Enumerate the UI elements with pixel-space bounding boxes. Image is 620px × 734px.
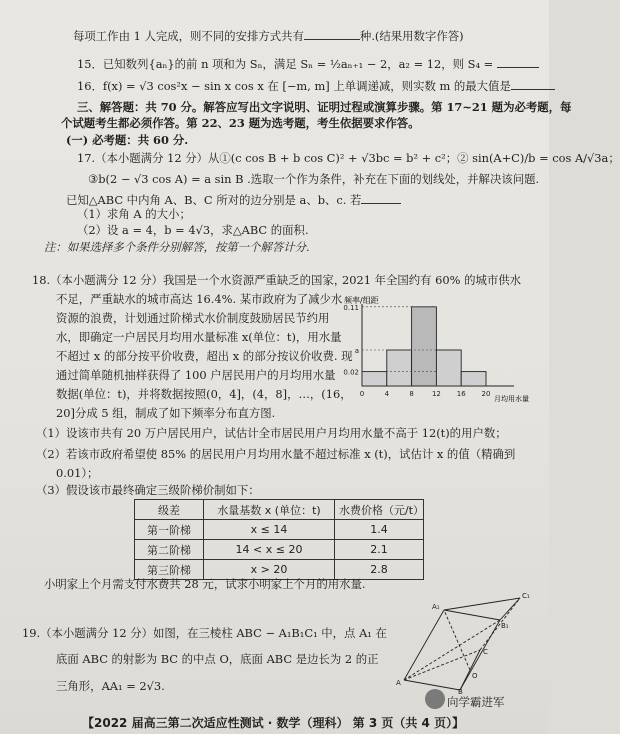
question-18-line2: 不足，严重缺水的城市高达 16.4%. 某市政府为了减少水: [56, 292, 343, 306]
table-cell: 第一阶梯: [135, 520, 204, 540]
vertex-label-a1: A₁: [432, 603, 440, 611]
question-18-part2-cont: 0.01）；: [56, 466, 99, 480]
answer-blank: [304, 28, 360, 40]
table-cell: 第二阶梯: [135, 540, 204, 560]
question-17-part1: （1）求角 A 的大小；: [77, 207, 191, 221]
vertex-label-c1: C₁: [522, 592, 530, 600]
question-18-part2: （2）若该市政府希望使 85% 的居民用户月均用水量不超过标准 x (t)，试估计 x 的值（精确到: [36, 447, 516, 461]
x-tick-label: 4: [384, 390, 390, 398]
vertex-label-b: B: [458, 688, 463, 696]
answer-blank: [511, 78, 555, 90]
histogram-bar: [412, 307, 437, 386]
vertex-label-a: A: [396, 679, 401, 687]
y-tick-label: a: [354, 347, 359, 355]
y-tick-label: 0.02: [343, 368, 359, 377]
vertex-label-b1: B₁: [501, 622, 509, 630]
question-18-line1: 18.（本小题满分 12 分）我国是一个水资源严重缺乏的国家，: [32, 273, 346, 287]
part-1-heading: (一) 必考题：共 60 分.: [66, 133, 189, 147]
x-tick-label: 16: [456, 390, 466, 398]
question-17-given: 已知△ABC 中内角 A、B、C 所对的边分别是 a、b、c. 若: [66, 192, 401, 208]
question-18-part1: （1）设该市共有 20 万户居民用户，试估计全市居民用户月均用水量不高于 12(t)的用户数；: [36, 426, 507, 440]
table-cell: 14 < x ≤ 20: [204, 540, 335, 560]
question-16: 16．f(x) = √3 cos²x − sin x cos x 在 [−m, m] 上单调递减，则实数 m 的最大值是: [77, 78, 555, 94]
watermark: 向学霸进军: [447, 695, 505, 709]
answer-blank: [497, 56, 539, 68]
question-18-line4: 水，即确定一户居民月均用水量标准 x(单位：t)，用水量: [56, 330, 342, 344]
question-19-line1: 19.（本小题满分 12 分）如图，在三棱柱 ABC − A₁B₁C₁ 中，点 A₁ 在: [22, 626, 387, 640]
frequency-histogram: [340, 290, 535, 408]
question-18-line3: 资源的浪费，计划通过阶梯式水价制度鼓励居民节约用: [56, 311, 330, 325]
x-tick-label: 20: [481, 390, 491, 398]
histogram-bar: [387, 350, 412, 386]
question-17-part2: （2）设 a = 4，b = 4√3，求△ABC 的面积.: [77, 223, 309, 237]
table-row: [135, 540, 424, 560]
table-cell: 2.1: [335, 540, 424, 560]
table-cell: 第三阶梯: [135, 560, 204, 580]
x-tick-label: 12: [431, 390, 441, 398]
x-tick-label: 8: [409, 390, 414, 398]
table-header: 水量基数 x (单位：t): [204, 500, 335, 520]
section-3-heading: 三、解答题：共 70 分。解答应写出文字说明、证明过程或演算步骤。第 17~21 题为必考题，每: [77, 100, 572, 114]
question-18-line1b: 2021 年全国约有 60% 的城市供水: [342, 273, 522, 287]
question-17-note: 注：如果选择多个条件分别解答，按第一个解答计分.: [44, 240, 310, 254]
answer-blank: [361, 192, 401, 204]
histogram-bar: [362, 372, 387, 386]
watermark-icon: [425, 689, 445, 709]
question-17-option3: ③b(2 − √3 cos A) = a sin B .选取一个作为条件，补充在下面的划线处，并解决该问题.: [88, 172, 540, 186]
question-18-line5: 不超过 x 的部分按平价收费，超出 x 的部分按议价收费. 现: [56, 349, 353, 363]
y-tick-label: 0.11: [343, 303, 359, 312]
prism-figure: [388, 590, 538, 695]
vertex-label-o: O: [472, 672, 478, 680]
question-18-line6: 通过简单随机抽样获得了 100 户居民用户的月均用水量: [56, 368, 336, 382]
q14-tail: 每项工作由 1 人完成，则不同的安排方式共有 种.(结果用数字作答): [73, 29, 464, 43]
y-axis-label: 频率/组距: [344, 296, 379, 305]
table-header: 水费价格（元/t）: [335, 500, 424, 520]
question-18-line8: 20]分成 5 组，制成了如下频率分布直方图.: [56, 406, 276, 420]
question-18-final: 小明家上个月需支付水费共 28 元，试求小明家上个月的用水量.: [44, 577, 366, 591]
question-15: 15．已知数列{aₙ}的前 n 项和为 Sₙ，满足 Sₙ = ½aₙ₊₁ − 2，a₂ = 12，则 S₄ =: [77, 56, 539, 72]
table-header-row: [135, 500, 424, 520]
table-header: 级差: [135, 500, 204, 520]
table-cell: 2.8: [335, 560, 424, 580]
table-cell: x > 20: [204, 560, 335, 580]
vertex-label-c: C: [483, 648, 488, 656]
page-footer: 【2022 届高三第二次适应性测试 · 数学（理科） 第 3 页（共 4 页）】: [82, 716, 465, 730]
histogram-bar: [436, 350, 461, 386]
x-tick-label: 0: [359, 390, 365, 398]
table-cell: x ≤ 14: [204, 520, 335, 540]
table-cell: 1.4: [335, 520, 424, 540]
x-axis-label: 月均用水量: [494, 395, 529, 403]
tier-price-table: [134, 499, 424, 580]
question-19-line3: 三角形，AA₁ = 2√3.: [56, 679, 165, 693]
question-17-stem: 17.（本小题满分 12 分）从①(c cos B + b cos C)² + √3bc = b² + c²；② sin(A+C)/b = cos A/√3a；: [77, 151, 620, 165]
histogram-bar: [461, 372, 486, 386]
section-3-heading-cont: 个试题考生都必须作答。第 22、23 题为选考题，考生依据要求作答。: [61, 116, 420, 130]
question-19-line2: 底面 ABC 的射影为 BC 的中点 O，底面 ABC 是边长为 2 的正: [56, 652, 379, 666]
question-18-part3: （3）假设该市最终确定三级阶梯价制如下：: [36, 483, 260, 497]
table-row: [135, 520, 424, 540]
question-18-line7: 数据(单位：t)，并将数据按照(0，4]，(4，8]，…，(16，: [56, 387, 352, 401]
